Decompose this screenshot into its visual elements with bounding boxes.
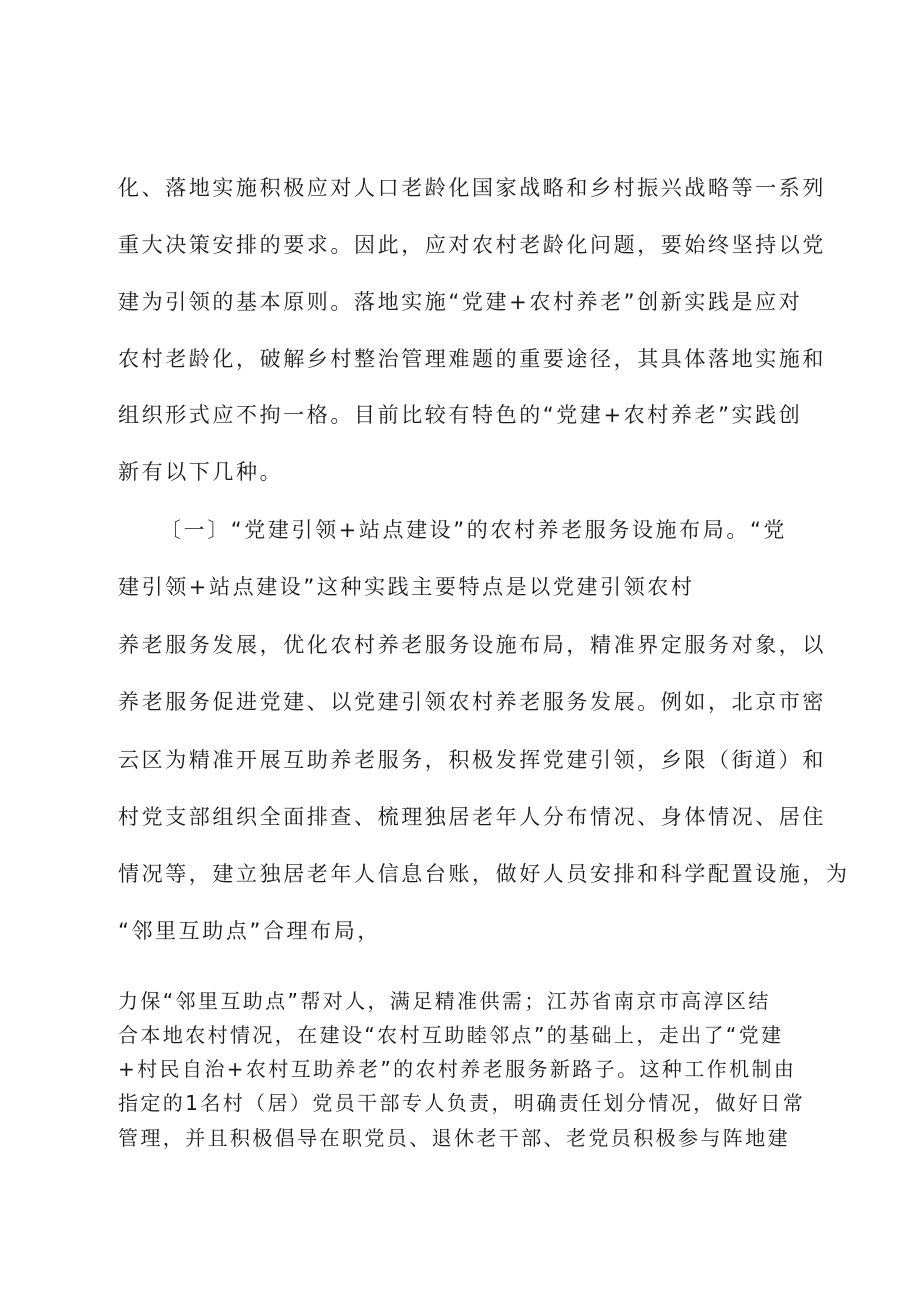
text-line: 村党支部组织全面排查、梳理独居老年人分布情况、身体情况、居住 [118,805,826,829]
text-line: 建为引领的基本原则。落地实施“党建+农村养老”创新实践是应对 [118,290,803,314]
text-line: 情况等，建立独居老年人信息台账，做好人员安排和科学配置设施，为 [118,862,850,886]
text-line: 指定的1名村（居）党员干部专人负责，明确责任划分情况，做好日常 [118,1091,806,1115]
text-line: “邻里互助点”合理布局， [118,919,381,943]
text-line: 云区为精准开展互助养老服务，积极发挥党建引领，乡限（街道）和 [118,748,826,772]
text-line: 力保“邻里互助点”帮对人，满足精准供需；江苏省南京市高淳区结 [118,989,771,1013]
section-heading-line: 〔一〕“党建引领+站点建设”的农村养老服务设施布局。“党 [160,518,788,542]
text-line: 建引领+站点建设”这种实践主要特点是以党建引领农村 [118,575,695,599]
text-line: 养老服务发展，优化农村养老服务设施布局，精准界定服务对象，以 [118,633,826,657]
text-line: 合本地农村情况，在建设“农村互助睦邻点”的基础上，走出了“党建 [118,1023,784,1047]
text-line: 新有以下几种。 [118,460,284,484]
text-line: 养老服务促进党建、以党建引领农村养老服务发展。例如，北京市密 [118,690,826,714]
text-line: 重大决策安排的要求。因此，应对农村老龄化问题，要始终坚持以党 [118,233,826,257]
text-line: 农村老龄化，破解乡村整治管理难题的重要途径，其具体落地实施和 [118,347,826,371]
text-line: 管理，并且积极倡导在职党员、退休老干部、老党员积极参与阵地建 [118,1126,790,1150]
text-line: 化、落地实施积极应对人口老龄化国家战略和乡村振兴战略等一系列 [118,176,826,200]
text-line: 组织形式应不拘一格。目前比较有特色的“党建+农村养老”实践创 [118,403,803,427]
text-line: +村民自治+农村互助养老”的农村养老服务新路子。这种工作机制由 [118,1057,797,1081]
